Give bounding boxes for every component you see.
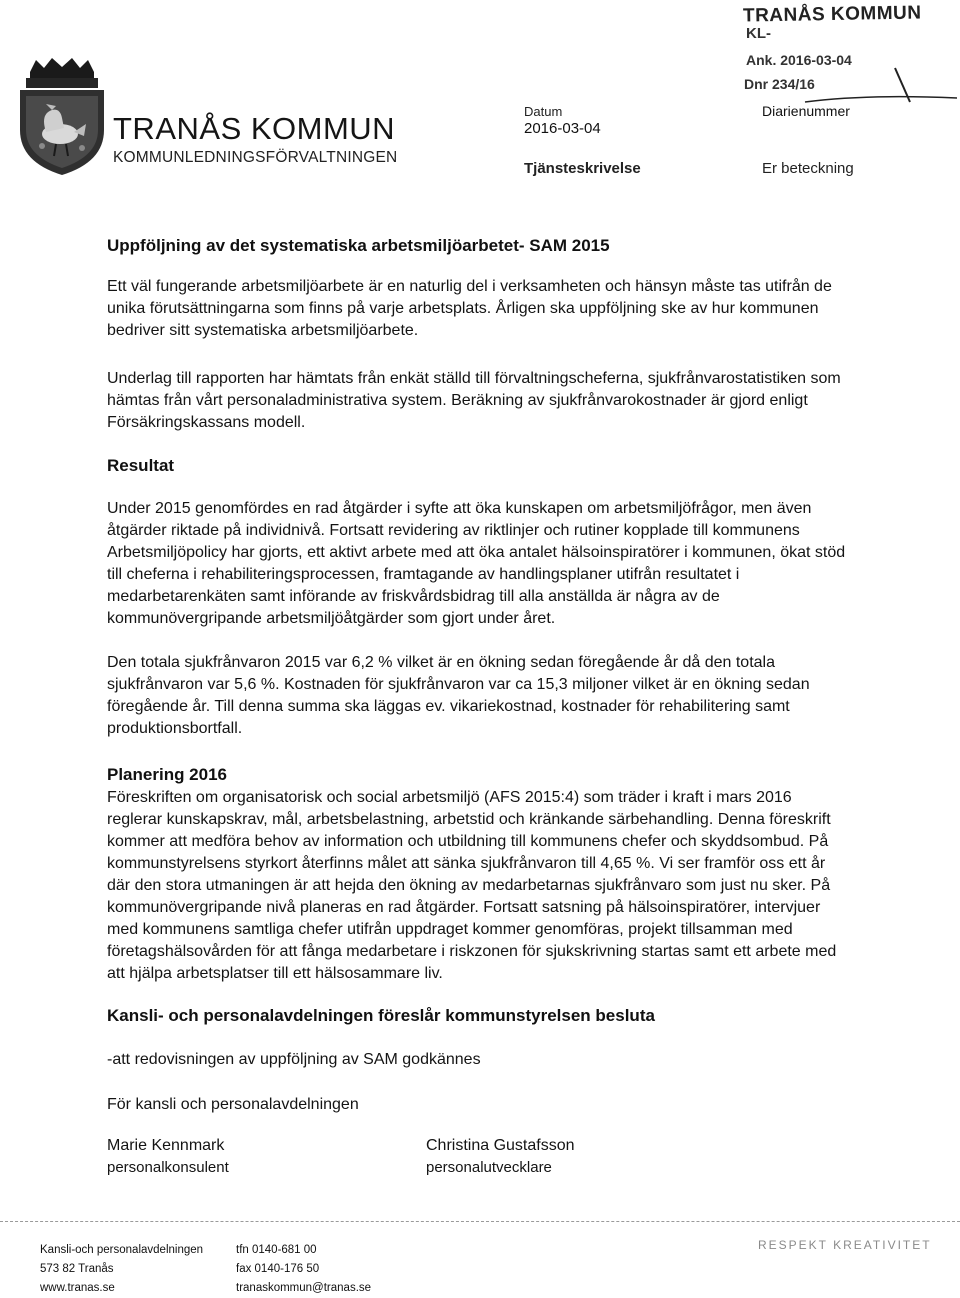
registration-number-label: Diarienummer <box>762 103 850 119</box>
decision-text: -att redovisningen av uppföljning av SAM godkännes <box>107 1051 481 1068</box>
signatory-2-title: personalutvecklare <box>426 1159 552 1176</box>
footer-address: Kansli-och personalavdelningen 573 82 Tranås www.tranas.se <box>40 1244 204 1294</box>
signatory-1-name: Marie Kennmark <box>107 1137 225 1154</box>
footer-contact: tfn 0140-681 00 fax 0140-176 50 tranaskommun@tranas.se <box>236 1244 372 1294</box>
results-heading: Resultat <box>107 456 175 475</box>
date-label: Datum <box>524 104 563 119</box>
proposal-heading: Kansli- och personalavdelningen föreslår kommunstyrelsen besluta <box>107 1006 655 1025</box>
document-title: Uppföljning av det systematiska arbetsmiljöarbetet- SAM 2015 <box>107 236 610 255</box>
organization-name: TRANÅS KOMMUN <box>113 111 396 146</box>
document-type: Tjänsteskrivelse <box>524 160 641 177</box>
stamp-office: KL- <box>746 25 771 42</box>
intro-paragraph-2: Underlag till rapporten har hämtats från enkät ställd till förvaltningscheferna, sjukfrånvarostatistiken som hämtas från vårt personaladministrativa system. Beräkning av sjukfrånvarokostnader är gjord enligt Försäkringskassans modell. <box>107 370 841 431</box>
your-reference-label: Er beteckning <box>762 160 854 177</box>
signatory-2-name: Christina Gustafsson <box>426 1137 575 1154</box>
signatory-1-title: personalkonsulent <box>107 1159 229 1176</box>
planning-heading: Planering 2016 <box>107 765 228 784</box>
stamp-received-date: Ank. 2016-03-04 <box>746 52 852 68</box>
results-paragraph-1: Under 2015 genomfördes en rad åtgärder i syfte att öka kunskapen om arbetsmiljöfrågor, men även åtgärder riktade på individnivå. Fortsatt revidering av riktlinjer och rutiner kopplade till kommunens Arbetsmiljöpolicy har gjorts, ett aktivt arbete med att öka antalet hälsoinspiratörer i kommunen, ökat stöd till cheferna i rehabiliteringsprocessen, framtagande av handlingsplaner utifrån resultatet i medarbetarenkäten samt införande av friskvårdsbidrag till alla anställda är några av de kommunövergripande arbetsmiljöåtgärder som gjort under året. <box>107 500 846 627</box>
stamp-organization: TRANÅS KOMMUN <box>742 2 922 27</box>
stamp-registration-number: Dnr 234/16 <box>744 76 815 92</box>
intro-paragraph-1: Ett väl fungerande arbetsmiljöarbete är en naturlig del i verksamheten och hänsyn måste tas utifrån de unika förutsättningarna som finns på varje arbetsplats. Årligen ska uppföljning ske av hur kommunen bedriver sitt systematiska arbetsmiljöarbete. <box>107 278 832 339</box>
municipal-crest-logo <box>16 58 108 176</box>
department-name: KOMMUNLEDNINGSFÖRVALTNINGEN <box>113 149 398 166</box>
results-paragraph-2: Den totala sjukfrånvaron 2015 var 6,2 % vilket är en ökning sedan föregående år då den totala sjukfrånvaron var 5,6 %. Kostnaden för sjukfrånvaron var ca 15,3 miljoner vilket är en ökning sedan föregående år. Till denna summa ska läggas ev. vikariekostnad, kostnader för rehabilitering samt produktionsbortfall. <box>107 654 810 737</box>
footer-values-text: RESPEKT KREATIVITET <box>758 1238 932 1252</box>
date-value: 2016-03-04 <box>524 120 601 137</box>
on-behalf-text: För kansli och personalavdelningen <box>107 1096 359 1113</box>
planning-paragraph: Föreskriften om organisatorisk och social arbetsmiljö (AFS 2015:4) som träder i kraft i mars 2016 reglerar kunskapskrav, mål, arbetsbelastning, arbetstid och kränkande särbehandling. Denna föreskrift kommer att medföra behov av information och utbildning till kommunens chefer och skyddsombud. På kommunstyrelsens styrkort återfinns målet att sänka sjukfrånvaron till 4,65 %. Vi ser framför oss ett år där den stora utmaningen är att hejda den ökning av medarbetarnas sjukfrånvaro som just nu sker. På kommunövergripande nivå planeras en rad åtgärder. Fortsatt satsning på hälsoinspiratörer, intervjuer med kommunens samtliga chefer utifrån uppdraget kommer genomföras, projekt tillsamman med företagshälsovården för att fånga medarbetare i riskzonen för sjukskrivning startas samt ett arbete med att hjälpa arbetsplatser till ett hälsosammare liv. <box>107 789 837 982</box>
footer-divider <box>0 1221 960 1222</box>
